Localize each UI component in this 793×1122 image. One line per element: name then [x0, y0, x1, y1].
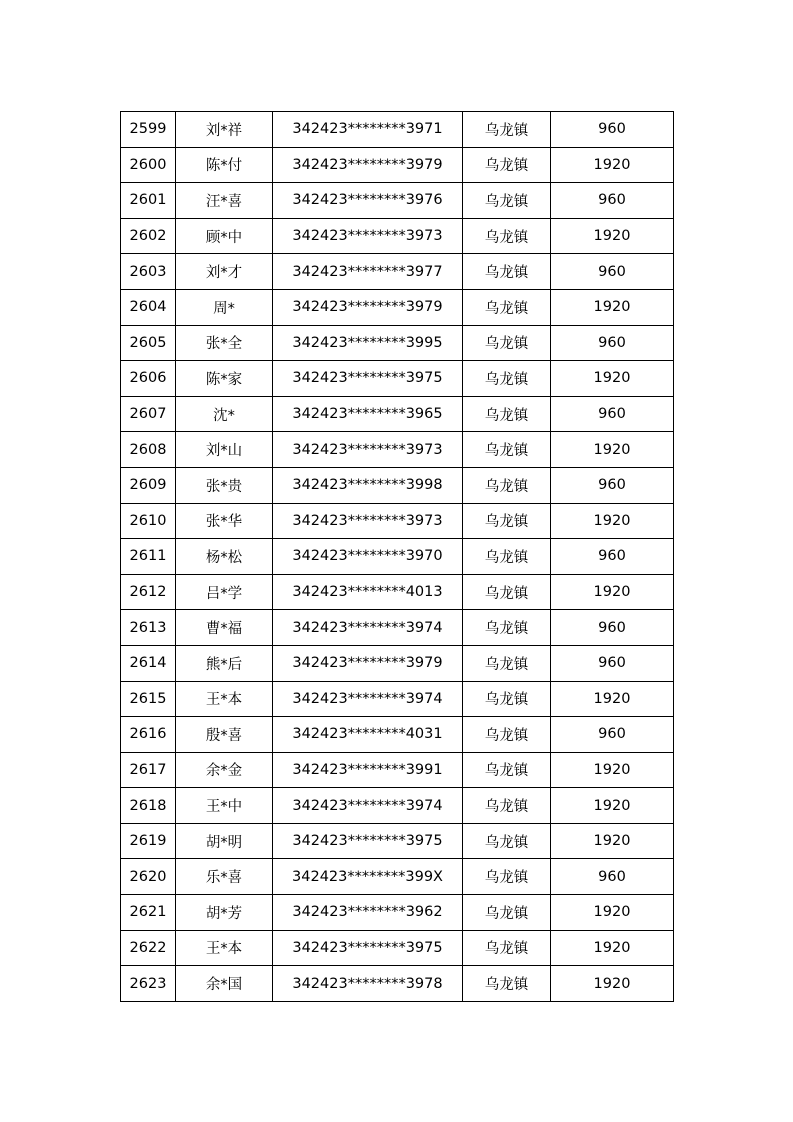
row-amount: 960: [551, 645, 674, 681]
row-sequence-number: 2607: [121, 396, 176, 432]
row-sequence-number: 2605: [121, 325, 176, 361]
row-amount: 960: [551, 610, 674, 646]
table-row: [121, 645, 674, 681]
row-town: 乌龙镇: [463, 503, 551, 539]
row-id-number: 342423********3998: [273, 467, 463, 503]
row-sequence-number: 2623: [121, 966, 176, 1002]
row-sequence-number: 2617: [121, 752, 176, 788]
row-id-number: 342423********3995: [273, 325, 463, 361]
row-town: 乌龙镇: [463, 859, 551, 895]
row-amount: 960: [551, 859, 674, 895]
row-name: 王*本: [176, 930, 273, 966]
table-row: [121, 610, 674, 646]
table-row: [121, 396, 674, 432]
row-id-number: 342423********3971: [273, 112, 463, 148]
row-sequence-number: 2614: [121, 645, 176, 681]
row-sequence-number: 2601: [121, 183, 176, 219]
row-sequence-number: 2619: [121, 823, 176, 859]
records-body: [121, 112, 674, 1002]
row-name: 胡*芳: [176, 895, 273, 931]
row-town: 乌龙镇: [463, 681, 551, 717]
row-sequence-number: 2600: [121, 147, 176, 183]
table-row: [121, 254, 674, 290]
row-sequence-number: 2620: [121, 859, 176, 895]
table-row: [121, 717, 674, 753]
row-name: 刘*山: [176, 432, 273, 468]
row-id-number: 342423********3979: [273, 289, 463, 325]
table-row: [121, 432, 674, 468]
row-id-number: 342423********3965: [273, 396, 463, 432]
row-sequence-number: 2621: [121, 895, 176, 931]
row-id-number: 342423********399X: [273, 859, 463, 895]
row-name: 顾*中: [176, 218, 273, 254]
row-amount: 1920: [551, 432, 674, 468]
row-name: 乐*喜: [176, 859, 273, 895]
row-name: 张*华: [176, 503, 273, 539]
row-amount: 1920: [551, 503, 674, 539]
row-sequence-number: 2610: [121, 503, 176, 539]
table-row: [121, 681, 674, 717]
row-id-number: 342423********3975: [273, 930, 463, 966]
row-sequence-number: 2599: [121, 112, 176, 148]
row-town: 乌龙镇: [463, 717, 551, 753]
row-amount: 1920: [551, 930, 674, 966]
row-id-number: 342423********3976: [273, 183, 463, 219]
row-name: 沈*: [176, 396, 273, 432]
row-name: 胡*明: [176, 823, 273, 859]
row-amount: 1920: [551, 895, 674, 931]
row-id-number: 342423********3978: [273, 966, 463, 1002]
row-town: 乌龙镇: [463, 930, 551, 966]
row-sequence-number: 2616: [121, 717, 176, 753]
row-id-number: 342423********3991: [273, 752, 463, 788]
row-name: 余*金: [176, 752, 273, 788]
row-name: 吕*学: [176, 574, 273, 610]
row-name: 殷*喜: [176, 717, 273, 753]
row-town: 乌龙镇: [463, 254, 551, 290]
row-town: 乌龙镇: [463, 645, 551, 681]
row-id-number: 342423********3970: [273, 539, 463, 575]
row-name: 王*本: [176, 681, 273, 717]
row-sequence-number: 2609: [121, 467, 176, 503]
row-town: 乌龙镇: [463, 396, 551, 432]
row-id-number: 342423********3974: [273, 681, 463, 717]
row-town: 乌龙镇: [463, 539, 551, 575]
row-name: 杨*松: [176, 539, 273, 575]
row-town: 乌龙镇: [463, 289, 551, 325]
row-name: 汪*喜: [176, 183, 273, 219]
table-row: [121, 218, 674, 254]
table-row: [121, 361, 674, 397]
table-row: [121, 859, 674, 895]
row-amount: 960: [551, 112, 674, 148]
row-id-number: 342423********3973: [273, 218, 463, 254]
row-amount: 1920: [551, 574, 674, 610]
table-row: [121, 574, 674, 610]
row-id-number: 342423********3979: [273, 645, 463, 681]
table-row: [121, 183, 674, 219]
table-row: [121, 467, 674, 503]
row-town: 乌龙镇: [463, 218, 551, 254]
row-town: 乌龙镇: [463, 574, 551, 610]
row-sequence-number: 2606: [121, 361, 176, 397]
row-sequence-number: 2604: [121, 289, 176, 325]
row-town: 乌龙镇: [463, 183, 551, 219]
row-name: 张*贵: [176, 467, 273, 503]
row-amount: 1920: [551, 788, 674, 824]
table-row: [121, 289, 674, 325]
row-amount: 960: [551, 717, 674, 753]
table-row: [121, 112, 674, 148]
row-amount: 1920: [551, 681, 674, 717]
row-town: 乌龙镇: [463, 895, 551, 931]
row-amount: 1920: [551, 752, 674, 788]
row-id-number: 342423********3974: [273, 788, 463, 824]
row-id-number: 342423********3979: [273, 147, 463, 183]
row-name: 刘*祥: [176, 112, 273, 148]
row-id-number: 342423********3973: [273, 503, 463, 539]
row-id-number: 342423********3973: [273, 432, 463, 468]
row-town: 乌龙镇: [463, 752, 551, 788]
row-amount: 960: [551, 183, 674, 219]
row-town: 乌龙镇: [463, 823, 551, 859]
table-row: [121, 503, 674, 539]
table-row: [121, 539, 674, 575]
row-town: 乌龙镇: [463, 361, 551, 397]
row-sequence-number: 2615: [121, 681, 176, 717]
row-id-number: 342423********3975: [273, 361, 463, 397]
row-amount: 1920: [551, 361, 674, 397]
row-name: 余*国: [176, 966, 273, 1002]
row-amount: 960: [551, 325, 674, 361]
row-amount: 1920: [551, 289, 674, 325]
row-town: 乌龙镇: [463, 467, 551, 503]
row-amount: 1920: [551, 147, 674, 183]
row-amount: 960: [551, 467, 674, 503]
row-name: 周*: [176, 289, 273, 325]
row-name: 王*中: [176, 788, 273, 824]
row-amount: 1920: [551, 966, 674, 1002]
row-amount: 1920: [551, 823, 674, 859]
row-sequence-number: 2603: [121, 254, 176, 290]
table-row: [121, 823, 674, 859]
table-row: [121, 147, 674, 183]
row-sequence-number: 2618: [121, 788, 176, 824]
table-row: [121, 788, 674, 824]
row-amount: 960: [551, 396, 674, 432]
row-town: 乌龙镇: [463, 610, 551, 646]
row-sequence-number: 2622: [121, 930, 176, 966]
table-row: [121, 325, 674, 361]
row-name: 张*全: [176, 325, 273, 361]
row-amount: 960: [551, 539, 674, 575]
row-sequence-number: 2611: [121, 539, 176, 575]
row-sequence-number: 2613: [121, 610, 176, 646]
row-name: 陈*家: [176, 361, 273, 397]
row-name: 曹*福: [176, 610, 273, 646]
row-id-number: 342423********3977: [273, 254, 463, 290]
row-id-number: 342423********3975: [273, 823, 463, 859]
row-amount: 1920: [551, 218, 674, 254]
table-row: [121, 930, 674, 966]
records-table: [120, 111, 674, 1002]
row-id-number: 342423********4031: [273, 717, 463, 753]
row-name: 熊*后: [176, 645, 273, 681]
row-town: 乌龙镇: [463, 112, 551, 148]
row-sequence-number: 2612: [121, 574, 176, 610]
row-town: 乌龙镇: [463, 325, 551, 361]
row-amount: 960: [551, 254, 674, 290]
row-id-number: 342423********3974: [273, 610, 463, 646]
table-row: [121, 752, 674, 788]
row-name: 刘*才: [176, 254, 273, 290]
table-row: [121, 895, 674, 931]
row-sequence-number: 2608: [121, 432, 176, 468]
row-town: 乌龙镇: [463, 788, 551, 824]
row-sequence-number: 2602: [121, 218, 176, 254]
row-town: 乌龙镇: [463, 147, 551, 183]
row-id-number: 342423********4013: [273, 574, 463, 610]
table-row: [121, 966, 674, 1002]
row-town: 乌龙镇: [463, 966, 551, 1002]
row-name: 陈*付: [176, 147, 273, 183]
row-id-number: 342423********3962: [273, 895, 463, 931]
row-town: 乌龙镇: [463, 432, 551, 468]
